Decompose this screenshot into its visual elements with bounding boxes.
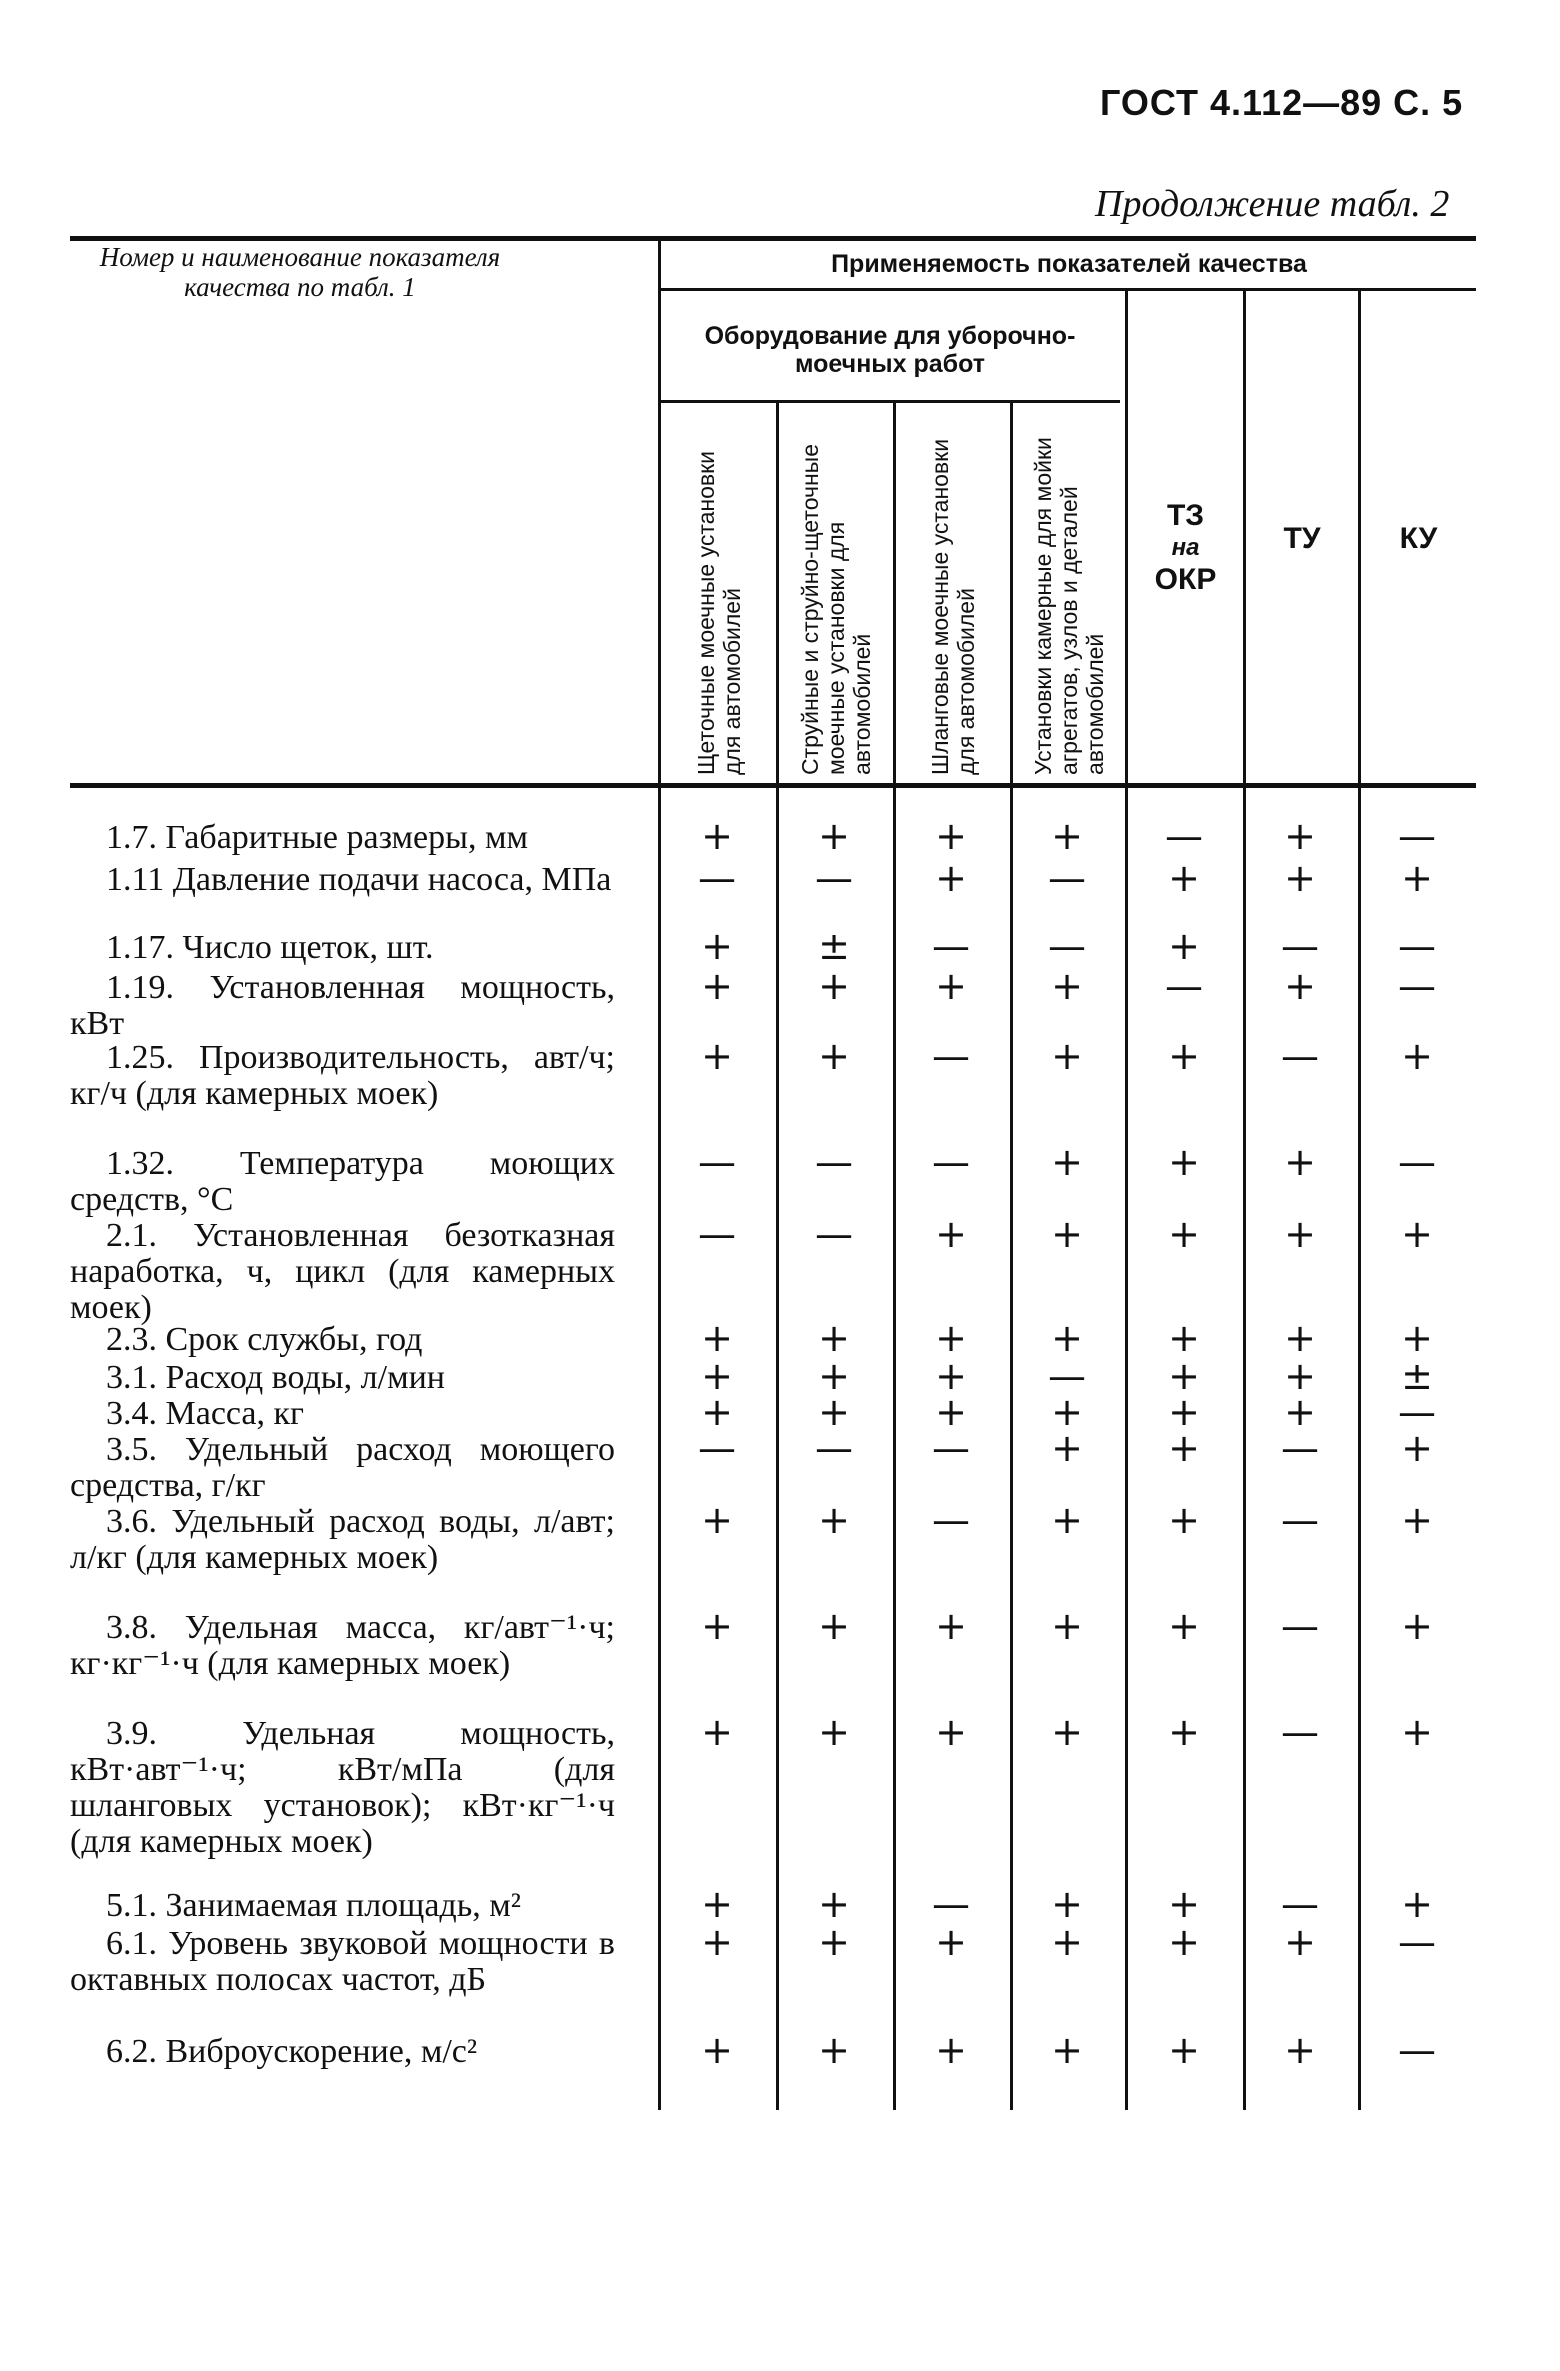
doc-col-header-tz: ТЗ на ОКР — [1154, 499, 1217, 596]
row-indicator-name: 2.3. Срок службы, год — [106, 1321, 423, 1358]
applicability-mark: — — [698, 1212, 736, 1256]
applicability-mark: + — [1284, 964, 1316, 1008]
applicability-mark: + — [1284, 2028, 1316, 2072]
applicability-mark: — — [815, 856, 853, 900]
applicability-mark: + — [701, 1882, 733, 1926]
applicability-mark: — — [1281, 1426, 1319, 1470]
row-indicator-name: 1.25. Производительность, авт/ч; кг/ч (для камерных моек) — [70, 1039, 615, 1112]
applicability-mark: + — [1051, 1920, 1083, 1964]
table-top-rule — [70, 236, 1476, 241]
applicability-mark: + — [1168, 2028, 1200, 2072]
row-indicator-name: 1.11 Давление подачи насоса, МПа — [106, 861, 612, 898]
applicability-mark: — — [1165, 814, 1203, 858]
row-indicator-name: 3.4. Масса, кг — [106, 1395, 304, 1432]
applicability-mark: + — [935, 964, 967, 1008]
applicability-mark: + — [701, 1354, 733, 1398]
applicability-mark: + — [1401, 1316, 1433, 1360]
applicability-mark: + — [935, 856, 967, 900]
applicability-mark: + — [1284, 1390, 1316, 1434]
applicability-mark: + — [1284, 1212, 1316, 1256]
applicability-mark: + — [1051, 1316, 1083, 1360]
row-indicator-name: 6.1. Уровень звуковой мощности в октавных полосах частот, дБ — [70, 1925, 615, 1998]
applicability-mark: — — [1398, 814, 1436, 858]
applicability-mark: + — [1284, 1354, 1316, 1398]
applicability-mark: + — [818, 1604, 850, 1648]
applicability-mark: + — [1401, 1498, 1433, 1542]
applicability-mark: — — [698, 856, 736, 900]
applicability-mark: + — [1168, 856, 1200, 900]
applicability-mark: + — [935, 814, 967, 858]
applicability-mark: + — [701, 814, 733, 858]
applicability-mark: + — [818, 1354, 850, 1398]
applicability-mark: + — [1168, 1920, 1200, 1964]
applicability-mark: — — [1398, 2028, 1436, 2072]
applicability-mark: + — [1168, 1354, 1200, 1398]
applicability-rule — [660, 288, 1476, 291]
applicability-mark: — — [815, 1426, 853, 1470]
applicability-mark: + — [1168, 1710, 1200, 1754]
applicability-mark: — — [1398, 1140, 1436, 1184]
applicability-mark: + — [818, 814, 850, 858]
applicability-mark: — — [1048, 924, 1086, 968]
applicability-mark: — — [932, 1882, 970, 1926]
equipment-col-header-4: Установки камерные для мойки агрегатов, узлов и деталей автомобилей — [1030, 437, 1108, 775]
applicability-mark: + — [701, 1920, 733, 1964]
applicability-mark: + — [1051, 1034, 1083, 1078]
applicability-mark: + — [818, 1710, 850, 1754]
row-indicator-name: 1.17. Число щеток, шт. — [106, 929, 434, 966]
row-indicator-name: 3.8. Удельная масса, кг/авт⁻¹·ч; кг·кг⁻¹·ч (для камерных моек) — [70, 1609, 615, 1682]
applicability-mark: + — [935, 1212, 967, 1256]
applicability-mark: ± — [818, 924, 850, 968]
applicability-mark: + — [1401, 1212, 1433, 1256]
applicability-mark: + — [1401, 1426, 1433, 1470]
applicability-mark: — — [1048, 856, 1086, 900]
applicability-mark: + — [935, 1316, 967, 1360]
row-indicator-name: 3.6. Удельный расход воды, л/авт; л/кг (для камерных моек) — [70, 1503, 615, 1576]
applicability-mark: + — [1284, 1316, 1316, 1360]
applicability-mark: + — [1168, 1140, 1200, 1184]
applicability-mark: + — [1401, 1034, 1433, 1078]
row-indicator-name: 3.5. Удельный расход моющего средства, г/кг — [70, 1431, 615, 1504]
row-indicator-name: 2.1. Установленная безотказная наработка, ч, цикл (для камерных моек) — [70, 1217, 615, 1326]
applicability-mark: + — [1401, 856, 1433, 900]
applicability-mark: — — [932, 1498, 970, 1542]
applicability-mark: + — [1168, 1882, 1200, 1926]
applicability-mark: + — [1051, 1710, 1083, 1754]
applicability-mark: + — [818, 1390, 850, 1434]
applicability-mark: + — [935, 1710, 967, 1754]
applicability-mark: — — [698, 1140, 736, 1184]
applicability-mark: — — [1281, 1498, 1319, 1542]
page-header: ГОСТ 4.112—89 С. 5 — [1100, 82, 1464, 123]
row-indicator-name: 1.32. Температура моющих средств, °С — [70, 1145, 615, 1218]
applicability-mark: + — [1051, 1882, 1083, 1926]
applicability-mark: + — [701, 1604, 733, 1648]
applicability-mark: — — [1165, 964, 1203, 1008]
header-bottom-rule — [70, 783, 1476, 788]
applicability-mark: + — [701, 1710, 733, 1754]
equipment-col-header-3: Шланговые моечные установки для автомобилей — [927, 438, 979, 775]
applicability-mark: + — [1168, 1426, 1200, 1470]
applicability-mark: + — [818, 1920, 850, 1964]
applicability-mark: + — [701, 964, 733, 1008]
applicability-mark: — — [1398, 964, 1436, 1008]
row-indicator-name: 1.19. Установленная мощность, кВт — [70, 969, 615, 1042]
applicability-mark: + — [818, 1882, 850, 1926]
applicability-mark: ± — [1401, 1354, 1433, 1398]
col-divider — [658, 240, 661, 2110]
row-indicator-name: 3.9. Удельная мощность, кВт·авт⁻¹·ч; кВт/мПа (для шланговых установок); кВт·кг⁻¹·ч (для камерных моек) — [70, 1715, 615, 1860]
applicability-mark: + — [818, 1316, 850, 1360]
applicability-mark: + — [1284, 814, 1316, 858]
applicability-mark: + — [818, 2028, 850, 2072]
applicability-mark: — — [1281, 1710, 1319, 1754]
applicability-mark: — — [932, 1140, 970, 1184]
applicability-mark: + — [1051, 1212, 1083, 1256]
applicability-mark: + — [1168, 1390, 1200, 1434]
applicability-mark: — — [815, 1212, 853, 1256]
applicability-mark: + — [1051, 1604, 1083, 1648]
applicability-mark: + — [1051, 964, 1083, 1008]
applicability-mark: — — [1281, 1034, 1319, 1078]
table-continuation-label: Продолжение табл. 2 — [1095, 183, 1450, 225]
row-indicator-name: 1.7. Габаритные размеры, мм — [106, 819, 528, 856]
applicability-mark: + — [1051, 814, 1083, 858]
applicability-mark: + — [1284, 856, 1316, 900]
equipment-col-header-1: Щеточные моечные установки для автомобилей — [693, 450, 745, 775]
applicability-mark: + — [701, 1390, 733, 1434]
applicability-mark: + — [1284, 1140, 1316, 1184]
applicability-mark: + — [701, 924, 733, 968]
col-divider — [1243, 290, 1246, 2110]
equipment-group-header: Оборудование для уборочно-моечных работ — [704, 322, 1076, 378]
applicability-mark: + — [1051, 1390, 1083, 1434]
applicability-mark: + — [1051, 1426, 1083, 1470]
doc-col-header-tu: ТУ — [1283, 522, 1321, 555]
applicability-mark: + — [818, 1034, 850, 1078]
applicability-mark: + — [1401, 1604, 1433, 1648]
applicability-mark: + — [701, 2028, 733, 2072]
applicability-mark: — — [1398, 1390, 1436, 1434]
applicability-mark: + — [935, 1920, 967, 1964]
applicability-mark: + — [701, 1034, 733, 1078]
applicability-mark: + — [1401, 1882, 1433, 1926]
applicability-mark: — — [932, 924, 970, 968]
applicability-mark: — — [932, 1426, 970, 1470]
applicability-mark: — — [815, 1140, 853, 1184]
applicability-mark: + — [935, 1390, 967, 1434]
applicability-mark: — — [1048, 1354, 1086, 1398]
applicability-header: Применяемость показателей качества — [831, 250, 1307, 278]
applicability-mark: + — [1168, 1498, 1200, 1542]
applicability-mark: + — [818, 964, 850, 1008]
equipment-col-header-2: Струйные и струйно-щеточные моечные установки для автомобилей — [797, 443, 875, 775]
row-indicator-name: 6.2. Виброускорение, м/с² — [106, 2033, 478, 2070]
row-indicator-name: 5.1. Занимаемая площадь, м² — [106, 1887, 521, 1924]
indicator-name-header: Номер и наименование показателя качества по табл. 1 — [99, 242, 501, 302]
col-divider — [1358, 290, 1361, 2110]
applicability-mark: + — [1168, 1034, 1200, 1078]
applicability-mark: — — [1398, 924, 1436, 968]
applicability-mark: + — [701, 1498, 733, 1542]
applicability-mark: — — [1281, 924, 1319, 968]
equipment-group-rule — [660, 400, 1120, 403]
applicability-mark: + — [1168, 1604, 1200, 1648]
applicability-mark: — — [1281, 1882, 1319, 1926]
applicability-mark: + — [1168, 924, 1200, 968]
row-indicator-name: 3.1. Расход воды, л/мин — [106, 1359, 445, 1396]
applicability-mark: + — [1284, 1920, 1316, 1964]
applicability-mark: + — [935, 1354, 967, 1398]
applicability-mark: + — [1051, 1140, 1083, 1184]
applicability-mark: — — [1281, 1604, 1319, 1648]
applicability-mark: + — [1401, 1710, 1433, 1754]
applicability-mark: + — [1168, 1212, 1200, 1256]
applicability-mark: + — [818, 1498, 850, 1542]
applicability-mark: + — [701, 1316, 733, 1360]
applicability-mark: + — [1051, 1498, 1083, 1542]
doc-col-header-ku: КУ — [1399, 522, 1438, 555]
applicability-mark: — — [932, 1034, 970, 1078]
applicability-mark: + — [1168, 1316, 1200, 1360]
applicability-mark: + — [935, 2028, 967, 2072]
applicability-mark: + — [1051, 2028, 1083, 2072]
applicability-mark: + — [935, 1604, 967, 1648]
applicability-mark: — — [1398, 1920, 1436, 1964]
applicability-mark: — — [698, 1426, 736, 1470]
